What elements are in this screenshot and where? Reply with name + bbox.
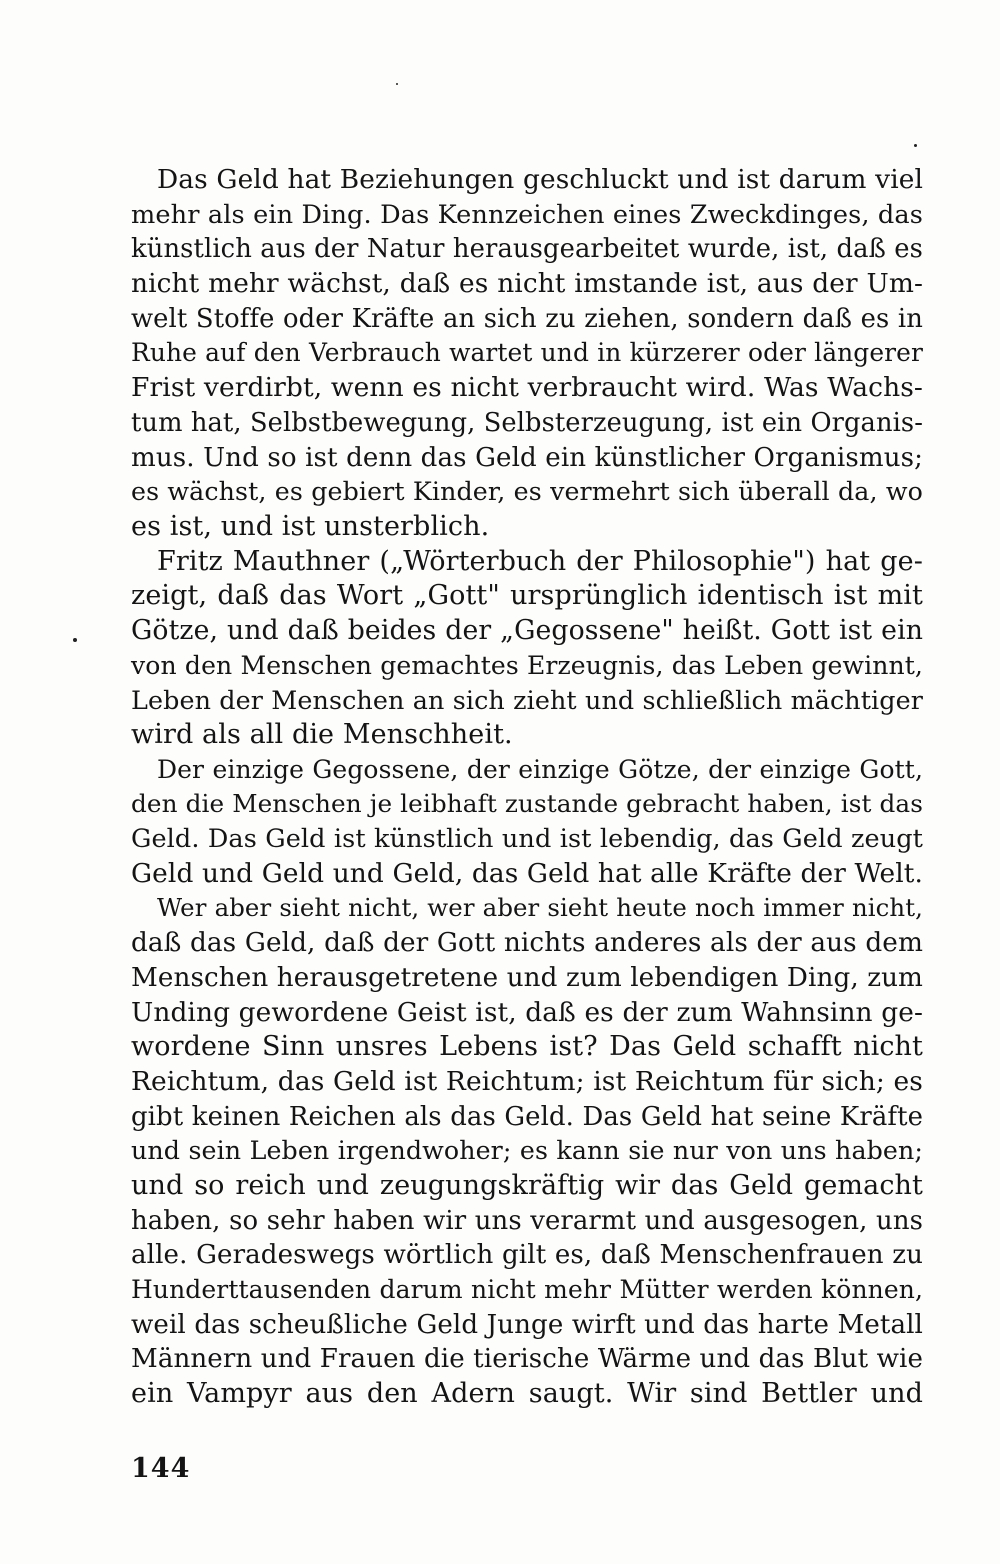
text-line: künstlich aus der Natur herausgearbeitet wurde, ist, daß es: [131, 234, 923, 265]
text-line: tum hat, Selbstbewegung, Selbsterzeugung, ist ein Organis-: [131, 407, 923, 438]
text-line: und so reich und zeugungskräftig wir das Geld gemacht: [131, 1169, 923, 1201]
text-line: mehr als ein Ding. Das Kennzeichen eines Zweckdinges, das: [131, 199, 923, 230]
body-text: [131, 163, 923, 1412]
text-line: zeigt, daß das Wort „Gott" ursprünglich identisch ist mit: [131, 580, 923, 612]
text-line: wird als all die Menschheit.: [131, 719, 513, 750]
text-line: ein Vampyr aus den Adern saugt. Wir sind Bettler und: [131, 1378, 923, 1410]
text-line: Der einzige Gegossene, der einzige Götze, der einzige Gott,: [157, 754, 923, 784]
text-line: Geld und Geld und Geld, das Geld hat alle Kräfte der Welt.: [131, 857, 923, 889]
text-line: haben, so sehr haben wir uns verarmt und ausgesogen, uns: [131, 1205, 923, 1236]
text-line: es ist, und ist unsterblich.: [131, 510, 490, 542]
text-line: daß das Geld, daß der Gott nichts anderes als der aus dem: [131, 928, 923, 959]
text-line: weil das scheußliche Geld Junge wirft und das harte Metall: [131, 1309, 923, 1340]
text-line: den die Menschen je leibhaft zustande gebracht haben, ist das: [131, 789, 923, 819]
text-line: Männern und Frauen die tierische Wärme und das Blut wie: [131, 1344, 923, 1375]
text-line: Frist verdirbt, wenn es nicht verbraucht wird. Was Wachs-: [131, 372, 923, 404]
text-line: Wer aber sieht nicht, wer aber sieht heute noch immer nicht,: [157, 893, 923, 923]
print-speck: [914, 144, 917, 147]
text-line: Hunderttausenden darum nicht mehr Mütter werden können,: [131, 1275, 923, 1304]
paragraph-2: [131, 545, 923, 753]
paragraph-4: [131, 891, 923, 1411]
text-line: Ruhe auf den Verbrauch wartet und in kürzerer oder längerer: [131, 338, 923, 368]
text-line: von den Menschen gemachtes Erzeugnis, das Leben gewinnt,: [131, 650, 923, 680]
text-line: welt Stoffe oder Kräfte an sich zu ziehen, sondern daß es in: [131, 303, 923, 334]
text-line: gibt keinen Reichen als das Geld. Das Geld hat seine Kräfte: [131, 1101, 923, 1132]
text-line: Reichtum, das Geld ist Reichtum; ist Reichtum für sich; es: [131, 1065, 923, 1097]
text-line: alle. Geradeswegs wörtlich gilt es, daß Menschenfrauen zu: [131, 1240, 923, 1271]
text-line: und sein Leben irgendwoher; es kann sie nur von uns haben;: [131, 1136, 923, 1166]
text-line: Menschen herausgetretene und zum lebendigen Ding, zum: [131, 962, 923, 993]
text-line: wordene Sinn unsres Lebens ist? Das Geld schafft nicht: [131, 1031, 923, 1063]
text-line: nicht mehr wächst, daß es nicht imstande ist, aus der Um-: [131, 268, 923, 300]
text-line: es wächst, es gebiert Kinder, es vermehrt sich überall da, wo: [131, 477, 923, 507]
text-line: Das Geld hat Beziehungen geschluckt und ist darum viel: [157, 164, 923, 195]
paragraph-1: [131, 163, 923, 545]
paragraph-3: [131, 753, 923, 892]
print-speck: [396, 83, 398, 85]
text-line: mus. Und so ist denn das Geld ein künstlicher Organismus;: [131, 442, 923, 473]
text-line: Unding gewordene Geist ist, daß es der zum Wahnsinn ge-: [131, 996, 923, 1028]
text-line: Leben der Menschen an sich zieht und schließlich mächtiger: [131, 685, 923, 716]
text-line: Götze, und daß beides der „Gegossene" heißt. Gott ist ein: [131, 614, 923, 646]
text-line: Fritz Mauthner („Wörterbuch der Philosophie") hat ge-: [157, 545, 923, 577]
page-number: 144: [131, 1453, 191, 1484]
print-speck: [73, 638, 77, 642]
text-line: Geld. Das Geld ist künstlich und ist lebendig, das Geld zeugt: [131, 824, 923, 855]
